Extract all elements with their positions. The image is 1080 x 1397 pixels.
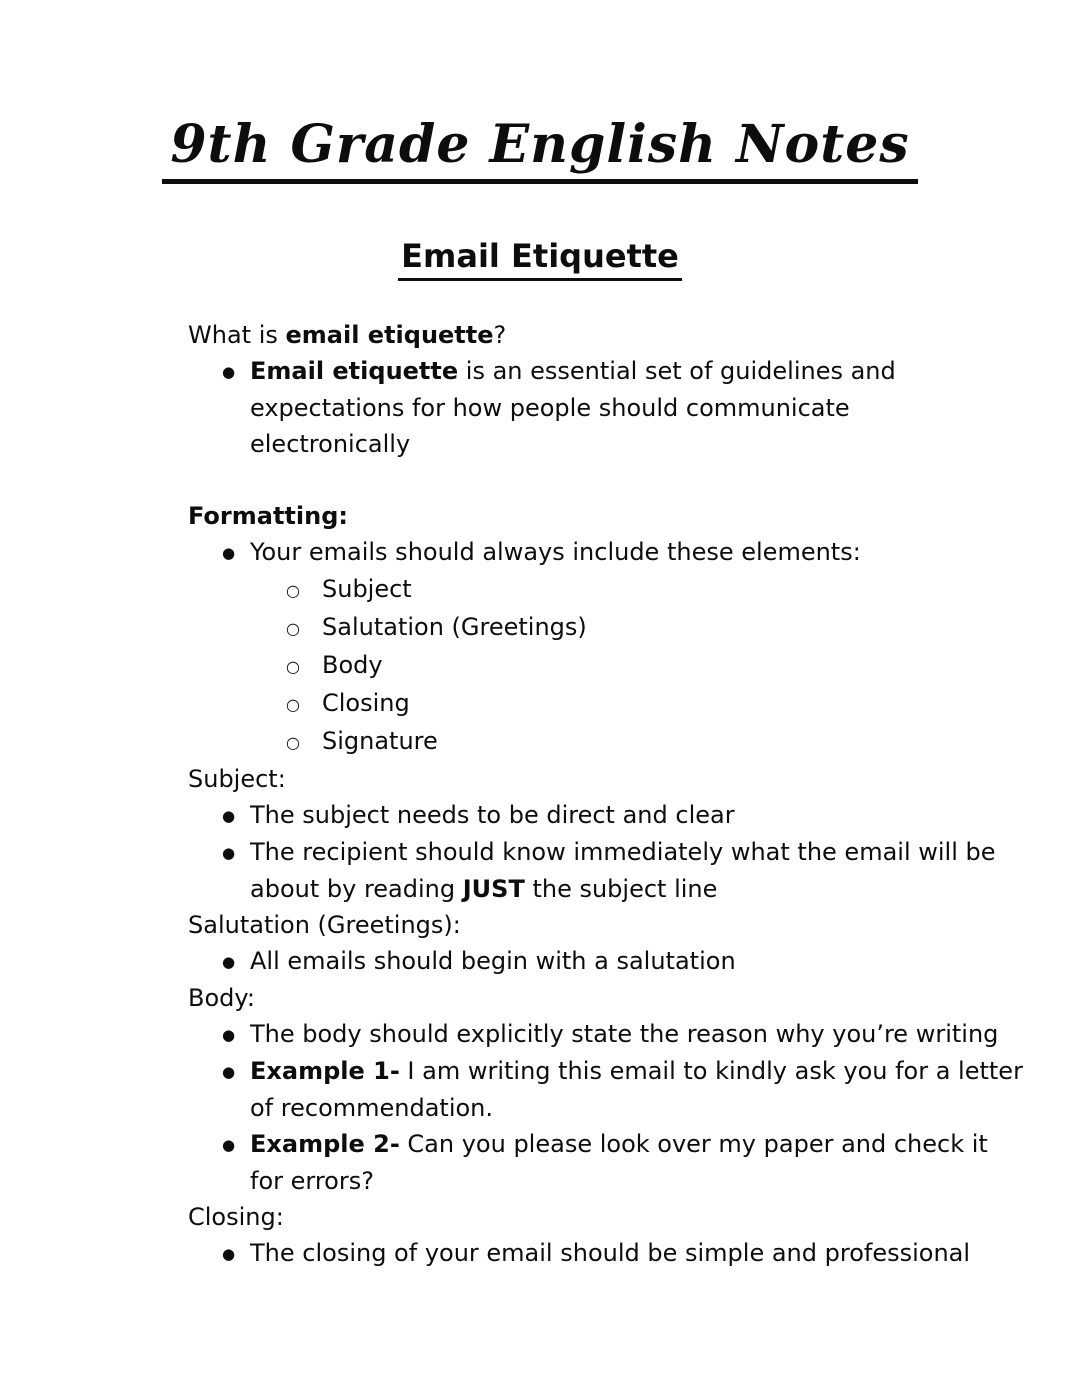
circle-marker-icon: ○ <box>286 657 300 677</box>
bullet-item <box>188 834 1060 871</box>
line-text: Subject: <box>188 765 286 794</box>
line-text: Subject <box>322 575 412 604</box>
bullet-marker-icon: ● <box>222 1136 236 1155</box>
line-text: Email etiquette is an essential set of guidelines and <box>250 357 896 386</box>
bullet-continuation <box>188 871 1060 907</box>
bullet-item <box>188 943 1060 980</box>
bullet-item <box>188 1053 1060 1090</box>
bullet-item <box>188 353 1060 390</box>
line-text: electronically <box>250 430 411 459</box>
text-line <box>188 1199 1060 1235</box>
text-line <box>188 980 1060 1016</box>
line-text: about by reading JUST the subject line <box>250 875 718 904</box>
bullet-marker-icon: ● <box>222 1063 236 1082</box>
bullet-marker-icon: ● <box>222 1245 236 1264</box>
bullet-item <box>188 797 1060 834</box>
bullet-marker-icon: ● <box>222 953 236 972</box>
blank-line <box>188 462 1060 498</box>
bullet-item <box>188 534 1060 571</box>
document-body <box>0 317 1080 1272</box>
line-text: of recommendation. <box>250 1094 494 1123</box>
text-line <box>188 907 1060 943</box>
section-heading: Email Etiquette <box>398 236 682 281</box>
line-text: Closing: <box>188 1203 284 1232</box>
line-text: The closing of your email should be simple and professional <box>250 1239 971 1268</box>
sub-bullet-item <box>188 685 1060 723</box>
line-text: for errors? <box>250 1167 374 1196</box>
text-line <box>188 498 1060 534</box>
bullet-marker-icon: ● <box>222 844 236 863</box>
bullet-continuation <box>188 390 1060 426</box>
line-text: Salutation (Greetings): <box>188 911 461 940</box>
line-text: The recipient should know immediately what the email will be <box>250 838 996 867</box>
sub-bullet-item <box>188 609 1060 647</box>
bullet-continuation <box>188 1090 1060 1126</box>
sub-bullet-item <box>188 647 1060 685</box>
document-title: 9th Grade English Notes <box>162 114 917 184</box>
line-text: Your emails should always include these elements: <box>250 538 861 567</box>
line-text: The subject needs to be direct and clear <box>250 801 735 830</box>
circle-marker-icon: ○ <box>286 695 300 715</box>
line-text: All emails should begin with a salutation <box>250 947 736 976</box>
bullet-marker-icon: ● <box>222 544 236 563</box>
line-text: Salutation (Greetings) <box>322 613 587 642</box>
sub-bullet-item <box>188 723 1060 761</box>
line-text: Signature <box>322 727 438 756</box>
line-text: Body <box>322 651 383 680</box>
bullet-item <box>188 1126 1060 1163</box>
text-line <box>188 317 1060 353</box>
circle-marker-icon: ○ <box>286 581 300 601</box>
circle-marker-icon: ○ <box>286 733 300 753</box>
bullet-continuation <box>188 1163 1060 1199</box>
bullet-marker-icon: ● <box>222 1026 236 1045</box>
bullet-item <box>188 1016 1060 1053</box>
title-area <box>0 0 1080 184</box>
line-text: Example 2- Can you please look over my paper and check it <box>250 1130 988 1159</box>
sub-bullet-item <box>188 571 1060 609</box>
text-line <box>188 761 1060 797</box>
bullet-continuation <box>188 426 1060 462</box>
line-text: The body should explicitly state the reason why you’re writing <box>250 1020 999 1049</box>
bullet-marker-icon: ● <box>222 807 236 826</box>
line-text: Example 1- I am writing this email to kindly ask you for a letter <box>250 1057 1023 1086</box>
line-text: Closing <box>322 689 410 718</box>
circle-marker-icon: ○ <box>286 619 300 639</box>
line-text: expectations for how people should communicate <box>250 394 850 423</box>
line-text: Body: <box>188 984 255 1013</box>
line-text: Formatting: <box>188 502 348 531</box>
bullet-marker-icon: ● <box>222 363 236 382</box>
subtitle-area <box>0 236 1080 281</box>
bullet-item <box>188 1235 1060 1272</box>
line-text: What is email etiquette? <box>188 321 507 350</box>
